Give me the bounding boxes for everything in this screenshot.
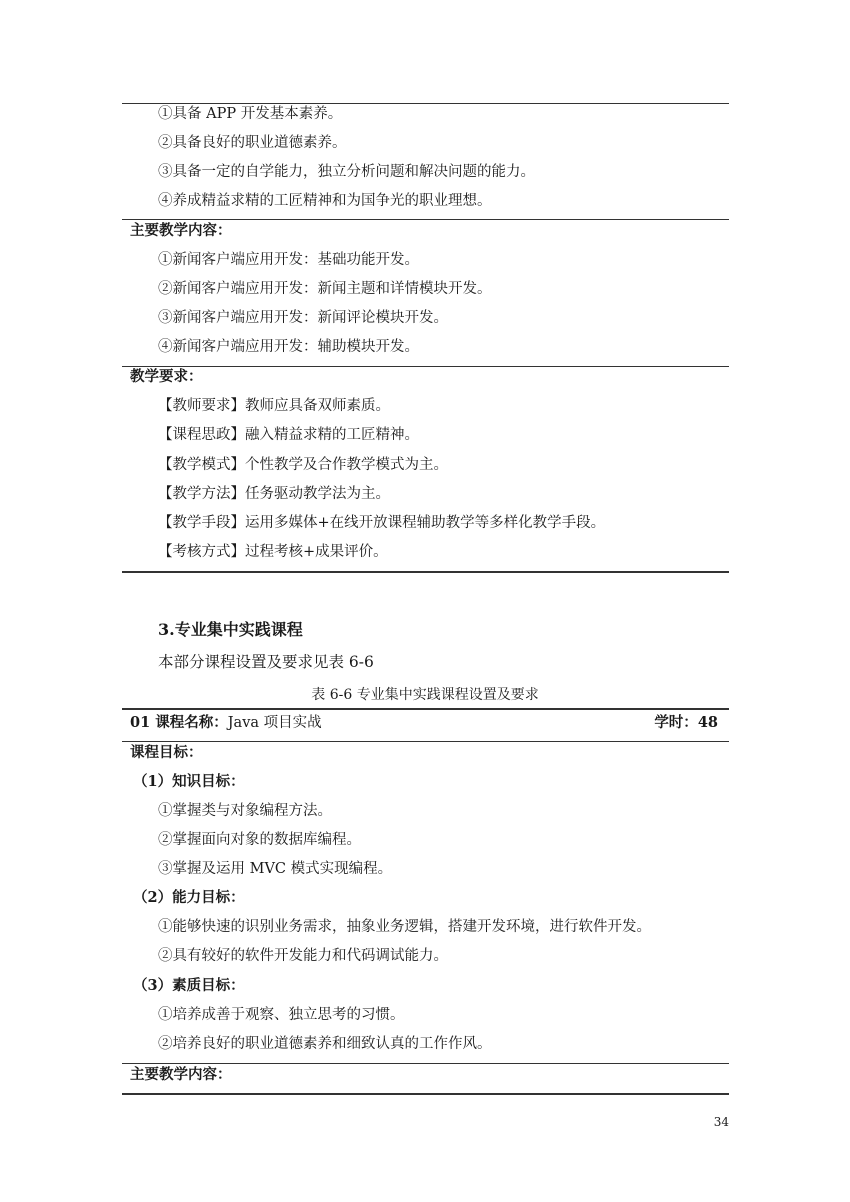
requirements-heading: 教学要求：: [130, 368, 203, 385]
table-rule: [122, 741, 729, 742]
quality-item: ①培养成善于观察、独立思考的习惯。: [158, 1007, 405, 1023]
requirement-item: 【教学方法】任务驱动教学法为主。: [158, 486, 390, 502]
requirement-item: 【教学手段】运用多媒体+在线开放课程辅助教学等多样化教学手段。: [158, 515, 606, 531]
table-top-rule: [122, 708, 729, 710]
table-rule: [122, 219, 729, 220]
table-rule: [122, 1063, 729, 1064]
table-rule: [122, 366, 729, 367]
knowledge-item: ③掌握及运用 MVC 模式实现编程。: [158, 861, 393, 877]
course-label: 01 课程名称：: [130, 714, 228, 731]
requirement-item: 【教学模式】个性教学及合作教学模式为主。: [158, 457, 448, 473]
content-item: ②新闻客户端应用开发：新闻主题和详情模块开发。: [158, 281, 492, 297]
quality-goal-item: ③具备一定的自学能力，独立分析问题和解决问题的能力。: [158, 164, 535, 180]
content-item: ④新闻客户端应用开发：辅助模块开发。: [158, 339, 419, 355]
requirement-item: 【教师要求】教师应具备双师素质。: [158, 398, 390, 414]
knowledge-heading: （1）知识目标：: [133, 773, 245, 790]
knowledge-item: ②掌握面向对象的数据库编程。: [158, 832, 361, 848]
ability-heading: （2）能力目标：: [133, 889, 245, 906]
quality-item: ②培养良好的职业道德素养和细致认真的工作作风。: [158, 1036, 492, 1052]
ability-item: ②具有较好的软件开发能力和代码调试能力。: [158, 948, 448, 964]
ability-item: ①能够快速的识别业务需求，抽象业务逻辑，搭建开发环境，进行软件开发。: [158, 919, 651, 935]
content-item: ③新闻客户端应用开发：新闻评论模块开发。: [158, 310, 448, 326]
content-heading: 主要教学内容：: [130, 222, 232, 239]
knowledge-item: ①掌握类与对象编程方法。: [158, 803, 332, 819]
requirement-item: 【课程思政】融入精益求精的工匠精神。: [158, 427, 419, 443]
hours-value: 48: [697, 714, 718, 731]
content-heading: 主要教学内容：: [130, 1066, 232, 1083]
course-name: Java 项目实战: [227, 715, 322, 731]
quality-goal-item: ①具备 APP 开发基本素养。: [158, 106, 343, 122]
content-item: ①新闻客户端应用开发：基础功能开发。: [158, 252, 419, 268]
quality-goal-item: ②具备良好的职业道德素养。: [158, 135, 347, 151]
hours-label: 学时：: [654, 714, 698, 731]
requirement-item: 【考核方式】过程考核+成果评价。: [158, 544, 388, 560]
goals-heading: 课程目标：: [130, 744, 203, 761]
table-bottom-rule: [122, 1093, 729, 1095]
quality-heading: （3）素质目标：: [133, 977, 245, 994]
course-name-cell: [130, 713, 322, 733]
hours-cell: [654, 713, 718, 733]
course-header-row: [130, 713, 718, 733]
page-number: 34: [713, 1115, 729, 1129]
section-title: 3.专业集中实践课程: [158, 620, 303, 639]
table-bottom-rule: [122, 571, 729, 573]
section-intro: 本部分课程设置及要求见表 6-6: [158, 653, 374, 671]
quality-goal-item: ④养成精益求精的工匠精神和为国争光的职业理想。: [158, 193, 492, 209]
table-caption: 表 6-6 专业集中实践课程设置及要求: [311, 687, 539, 703]
